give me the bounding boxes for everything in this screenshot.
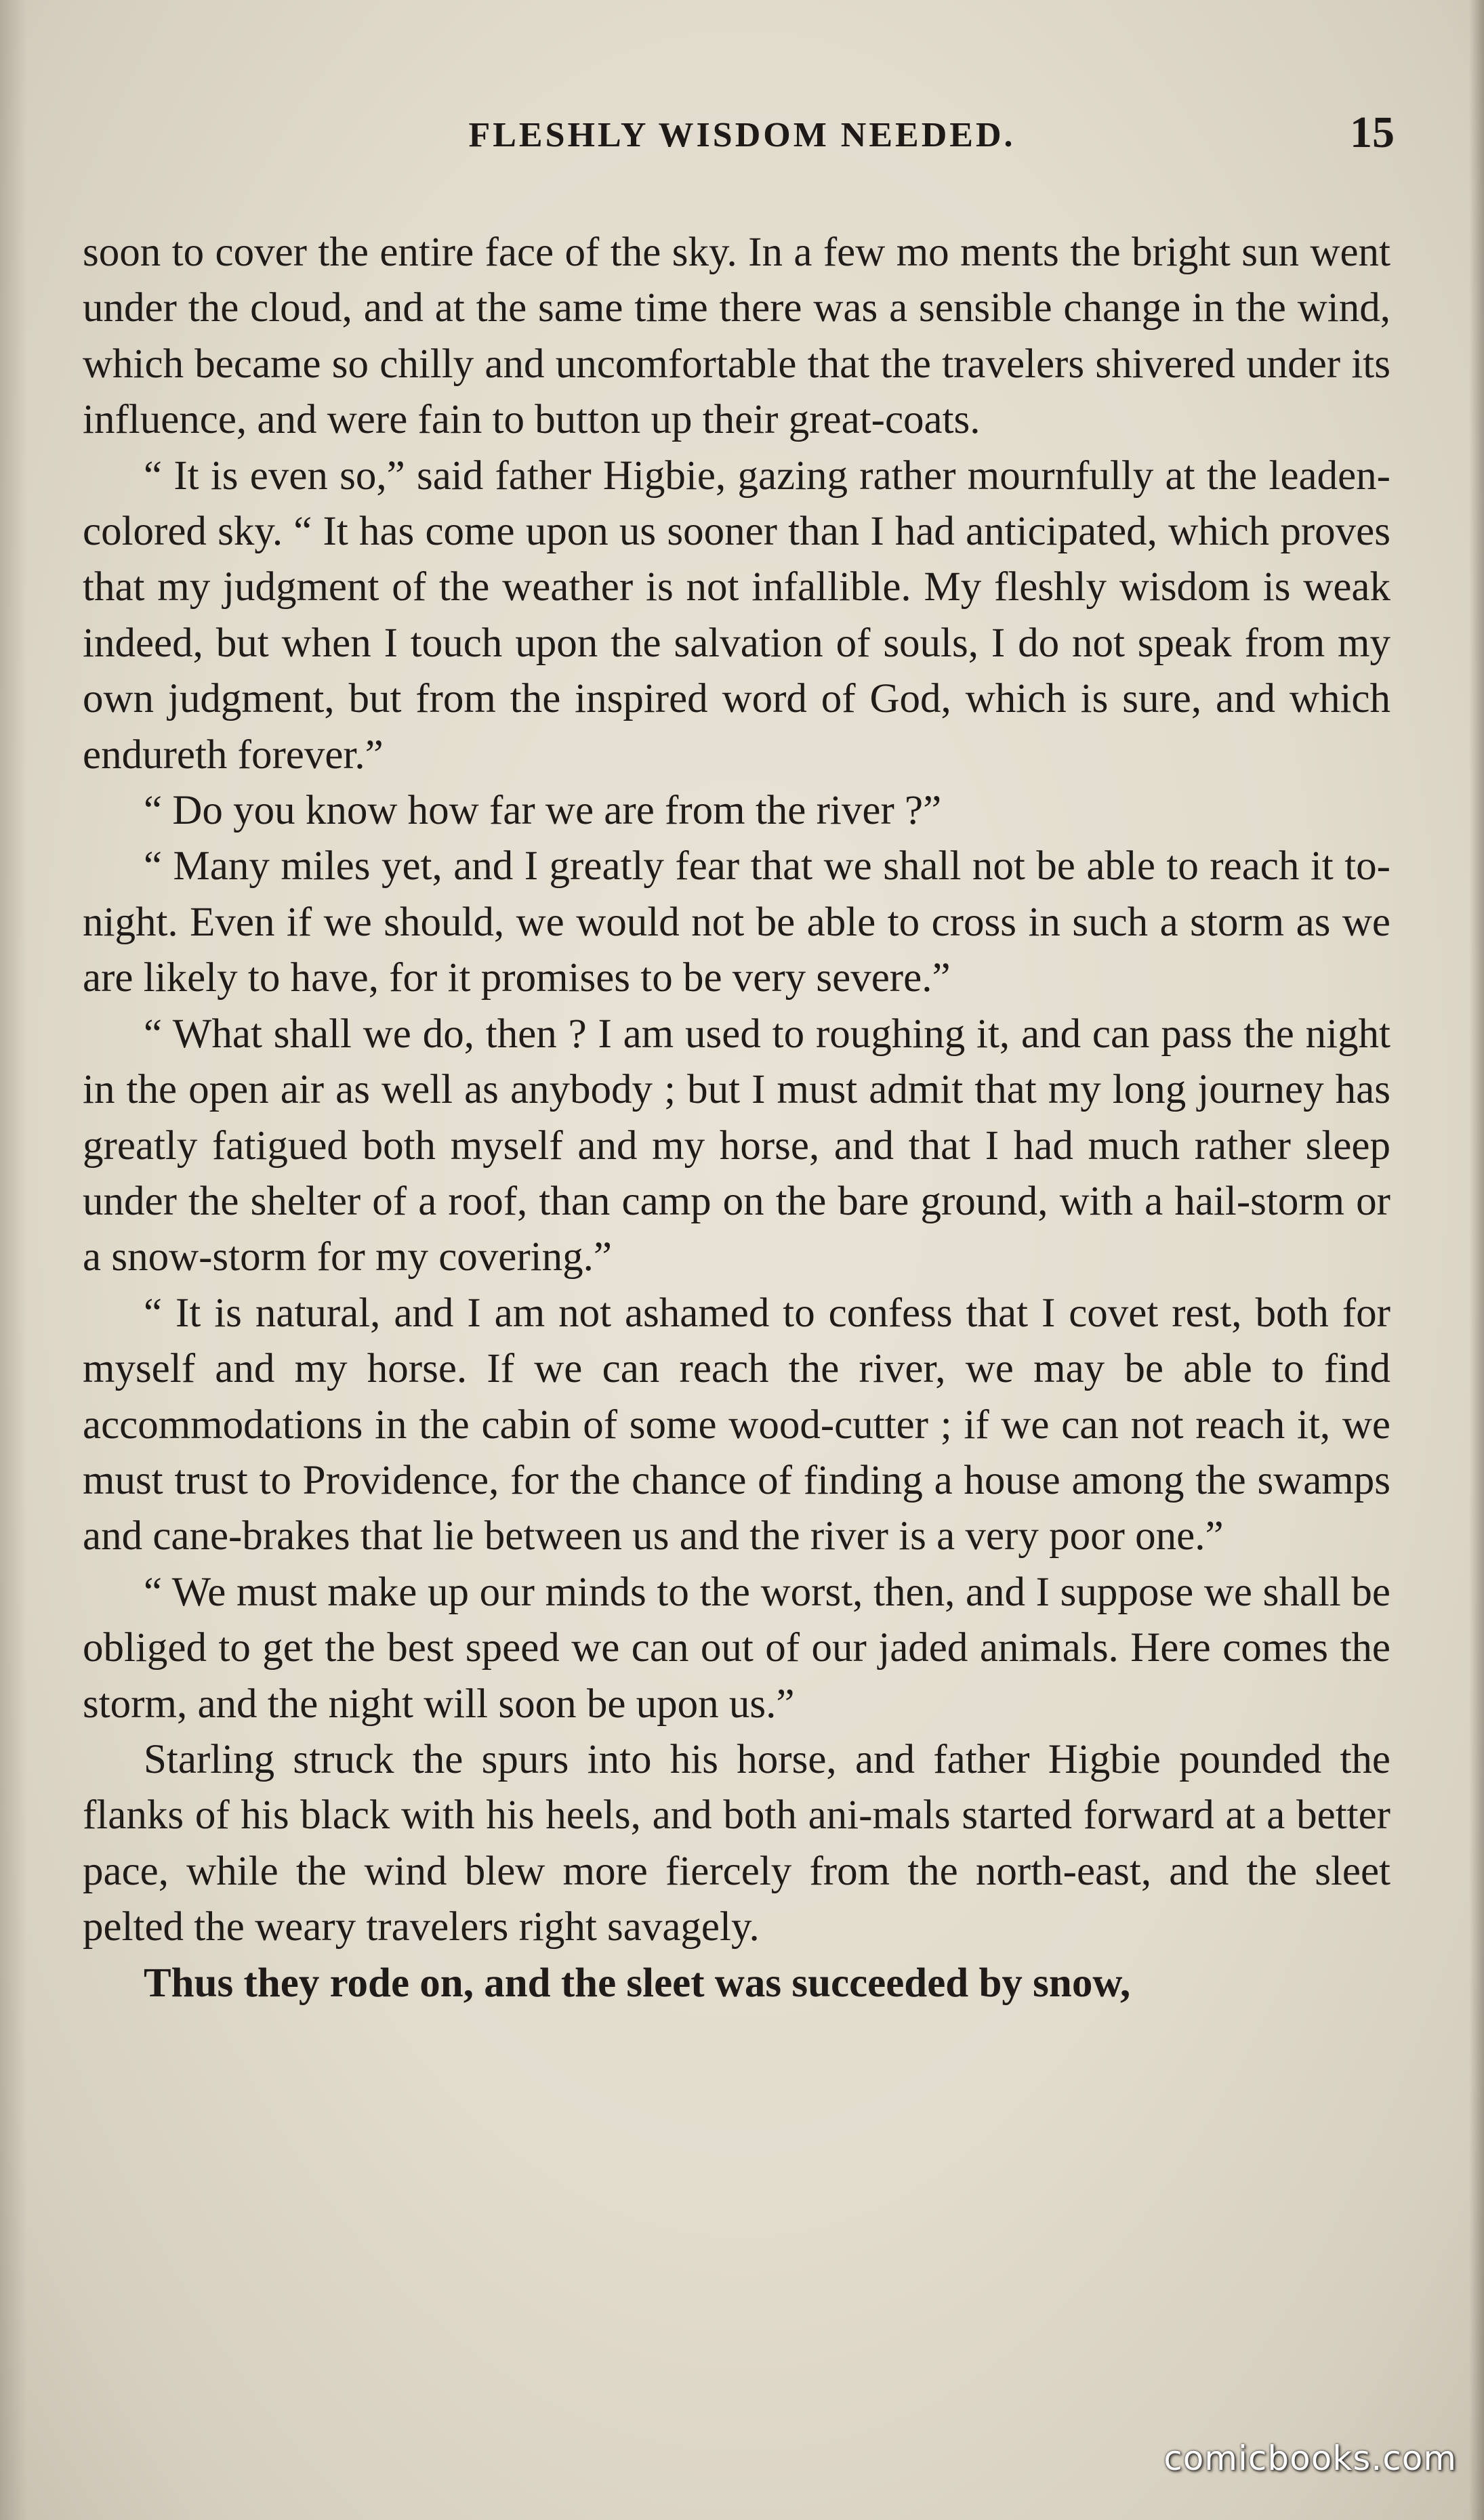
- running-title: FLESHLY WISDOM NEEDED.: [468, 116, 1016, 154]
- paragraph-6: “ It is natural, and I am not ashamed to confess that I covet rest, both for myself and my horse. If we can reach the river, we may be able to find accommodations in the cabin of some wood-cutter ; if we can not reach it, we must trust to Providence, for the chance of finding a house among the swamps and cane-brakes that lie between us and the river is a very poor one.”: [83, 1290, 1390, 1559]
- page-shadow-right: [1469, 0, 1484, 2520]
- paragraph-2: “ It is even so,” said father Higbie, gazing rather mournfully at the leaden-colored sky. “ It has come upon us sooner than I had anticipated, which proves that my judgment of the weather is not infallible. My fleshly wisdom is weak indeed, but when I touch upon the salvation of souls, I do not speak from my own judgment, but from the inspired word of God, which is sure, and which endureth forever.”: [83, 453, 1390, 778]
- paragraph-1: soon to cover the entire face of the sky. In a few mo ments the bright sun went under the cloud, and at the same time there was a sensible change in the wind, which became so chilly and uncomfortable that the travelers shivered under its influence, and were fain to button up their great-coats.: [83, 230, 1390, 443]
- paragraph-9: Thus they rode on, and the sleet was succeeded by snow,: [144, 1960, 1131, 2006]
- paragraph-3: “ Do you know how far we are from the river ?”: [144, 788, 942, 834]
- page-shadow-left: [0, 0, 27, 2520]
- watermark: comicbooks.com: [1163, 2439, 1457, 2478]
- body-text: [83, 225, 1390, 2011]
- paragraph-8: Starling struck the spurs into his horse, and father Higbie pounded the flanks of his black with his heels, and both ani-mals started forward at a better pace, while the wind blew more fiercely from the north-east, and the sleet pelted the weary travelers right savagely.: [83, 1736, 1390, 1950]
- running-head: [0, 108, 1484, 169]
- paragraph-4: “ Many miles yet, and I greatly fear that we shall not be able to reach it to-night. Even if we should, we would not be able to cross in such a storm as we are likely to have, for it promises to be very severe.”: [83, 843, 1390, 1001]
- page-number: 15: [1350, 108, 1395, 157]
- paragraph-7: “ We must make up our minds to the worst, then, and I suppose we shall be obliged to get the best speed we can out of our jaded animals. Here comes the storm, and the night will soon be upon us.”: [83, 1569, 1390, 1727]
- paragraph-5: “ What shall we do, then ? I am used to roughing it, and can pass the night in the open air as well as anybody ; but I must admit that my long journey has greatly fatigued both myself and my horse, and that I had much rather sleep under the shelter of a roof, than camp on the bare ground, with a hail-storm or a snow-storm for my covering.”: [83, 1011, 1390, 1280]
